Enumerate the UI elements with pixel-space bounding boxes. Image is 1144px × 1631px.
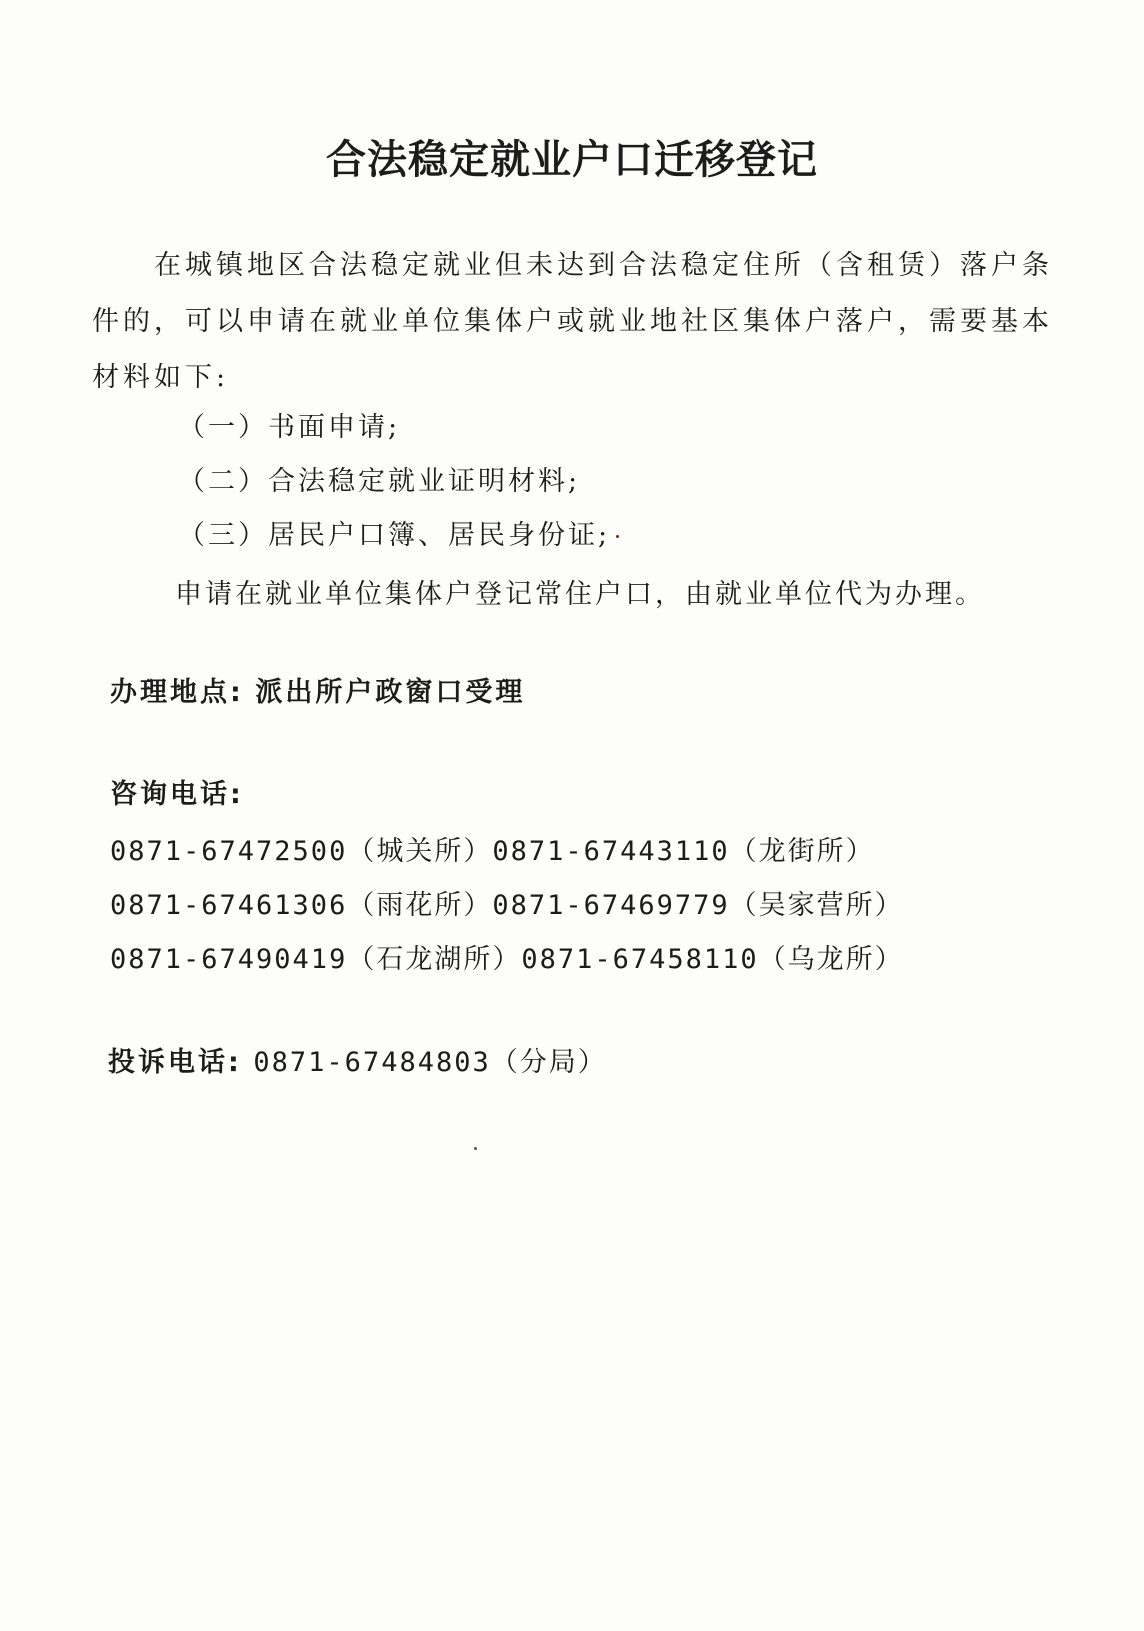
complaint-value: 0871-67484803（分局） [253, 1047, 607, 1078]
document-title: 合法稳定就业户口迁移登记 [326, 137, 818, 183]
scan-speck [474, 1147, 477, 1150]
location-row [110, 670, 525, 709]
intro-paragraph: 在城镇地区合法稳定就业但未达到合法稳定住所（含租赁）落户条件的，可以申请在就业单位集体户或就业地社区集体户落户，需要基本材料如下: [92, 250, 1053, 393]
handling-note: 申请在就业单位集体户登记常住户口，由就业单位代为办理。 [175, 579, 985, 610]
consult-label: 咨询电话: [110, 779, 244, 810]
consult-phone-line-1: 0871-67472500（城关所）0871-67443110（龙街所） [110, 836, 875, 867]
consult-phone-line-3: 0871-67490419（石龙湖所）0871-67458110（乌龙所） [110, 944, 904, 975]
material-item-3: （三）居民户口簿、居民身份证; [178, 520, 611, 551]
complaint-row [108, 1040, 607, 1079]
consult-phone-line-2: 0871-67461306（雨花所）0871-67469779（吴家营所） [110, 890, 904, 921]
complaint-label: 投诉电话: [108, 1047, 242, 1078]
location-value: 派出所户政窗口受理 [255, 677, 526, 708]
material-item-2: （二）合法稳定就业证明材料; [178, 466, 581, 497]
material-item-1: （一）书面申请; [178, 412, 401, 443]
location-label: 办理地点: [110, 677, 244, 708]
scan-speck [616, 535, 619, 538]
